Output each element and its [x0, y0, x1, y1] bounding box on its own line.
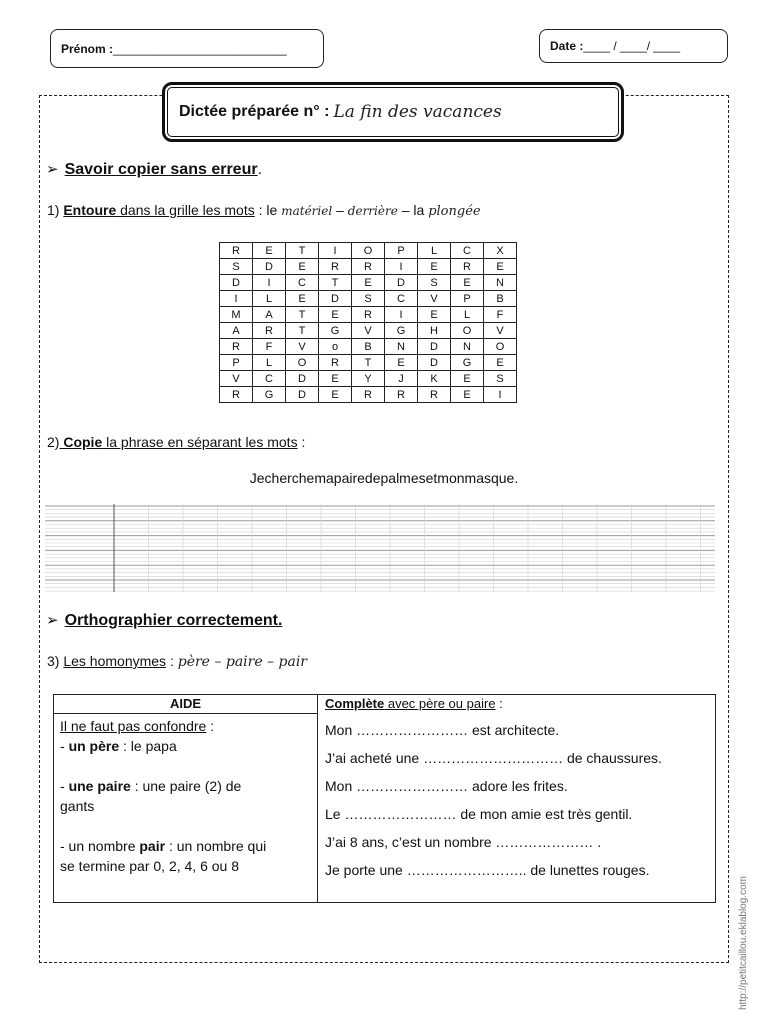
question-2	[47, 434, 305, 450]
grid-cell[interactable]: L	[253, 291, 286, 307]
grid-cell[interactable]: V	[352, 323, 385, 339]
title-script: La fin des vacances	[333, 102, 502, 122]
watermark-text: http://petitcaillou.eklablog.com	[738, 876, 749, 1010]
aide-un-pere: un père	[68, 738, 120, 754]
grid-cell[interactable]: A	[220, 323, 253, 339]
writing-lines[interactable]	[45, 504, 715, 594]
prenom-label: Prénom :	[61, 41, 114, 56]
grid-cell[interactable]: N	[484, 275, 517, 291]
grid-cell[interactable]: S	[352, 291, 385, 307]
grid-cell[interactable]: I	[385, 307, 418, 323]
complete-head-colon: :	[495, 696, 503, 711]
q2-colon: :	[297, 434, 306, 450]
grid-cell[interactable]: L	[253, 355, 286, 371]
grid-row	[220, 275, 517, 291]
complete-sentences	[318, 714, 715, 890]
section-1-heading	[46, 160, 262, 179]
date-label: Date :	[550, 39, 584, 53]
grid-cell[interactable]: E	[319, 371, 352, 387]
grid-cell[interactable]: I	[220, 291, 253, 307]
section-2-heading	[46, 611, 282, 630]
q3-homonyms: père – paire – pair	[177, 654, 308, 670]
grid-cell[interactable]: D	[418, 355, 451, 371]
arrow-icon: ➢	[46, 161, 59, 178]
sentence-to-copy: Jecherchemapairedepalmesetmonmasque.	[249, 470, 519, 486]
aide-l4-def: : un nombre qui	[165, 838, 267, 854]
grid-cell[interactable]: C	[253, 371, 286, 387]
grid-cell[interactable]: R	[352, 307, 385, 323]
grid-cell[interactable]: I	[484, 387, 517, 403]
date-blank: ____ / ____/ ____	[583, 39, 681, 53]
grid-cell[interactable]: E	[253, 243, 286, 259]
grid-cell[interactable]: C	[286, 275, 319, 291]
complete-column	[318, 695, 715, 902]
grid-row	[220, 339, 517, 355]
aide-l2-dash: -	[60, 738, 69, 754]
grid-cell[interactable]: E	[418, 259, 451, 275]
grid-cell[interactable]: O	[352, 243, 385, 259]
grid-cell[interactable]: D	[385, 275, 418, 291]
complete-sentence-4[interactable]: Le …………………… de mon amie est très gentil.	[325, 806, 633, 822]
grid-row	[220, 323, 517, 339]
grid-row	[220, 243, 517, 259]
grid-cell[interactable]: T	[319, 275, 352, 291]
aide-content	[54, 714, 317, 878]
grid-cell[interactable]: D	[286, 387, 319, 403]
grid-cell[interactable]: G	[253, 387, 286, 403]
aide-line-2	[60, 736, 311, 756]
grid-cell[interactable]: R	[352, 387, 385, 403]
grid-cell[interactable]: D	[220, 275, 253, 291]
aide-l2-def: : le papa	[119, 738, 177, 754]
grid-cell[interactable]: E	[286, 259, 319, 275]
arrow-icon: ➢	[46, 612, 59, 629]
q3-colon: :	[166, 653, 178, 669]
complete-sentence-6[interactable]: Je porte une …………………….. de lunettes rouges.	[325, 862, 650, 878]
grid-cell[interactable]: S	[484, 371, 517, 387]
q3-label: Les homonymes	[63, 653, 167, 669]
grid-cell[interactable]: O	[484, 339, 517, 355]
section-1-period: .	[257, 161, 263, 178]
grid-cell[interactable]: J	[385, 371, 418, 387]
q1-verb: Entoure	[63, 202, 117, 218]
grid-cell[interactable]: H	[418, 323, 451, 339]
grid-cell[interactable]: O	[286, 355, 319, 371]
q1-dash-2: –	[397, 202, 414, 218]
grid-cell[interactable]: R	[220, 339, 253, 355]
grid-cell[interactable]: V	[220, 371, 253, 387]
grid-cell[interactable]: E	[352, 275, 385, 291]
grid-cell[interactable]: F	[253, 339, 286, 355]
grid-cell[interactable]: S	[418, 275, 451, 291]
q1-number: 1)	[47, 202, 64, 218]
aide-line-4	[60, 836, 311, 856]
complete-sentence-1[interactable]: Mon …………………… est architecte.	[325, 722, 560, 738]
title-box	[162, 82, 624, 142]
word-search-grid	[219, 242, 517, 403]
q1-article-3: la	[413, 202, 429, 218]
grid-cell[interactable]: R	[253, 323, 286, 339]
grid-cell[interactable]: T	[286, 307, 319, 323]
grid-cell[interactable]: E	[451, 371, 484, 387]
complete-sentence-2[interactable]: J’ai acheté une ………………………… de chaussures.	[325, 750, 662, 766]
grid-cell[interactable]: C	[385, 291, 418, 307]
grid-cell[interactable]: V	[418, 291, 451, 307]
q2-number: 2)	[47, 434, 60, 450]
aide-l4-start: - un nombre	[60, 838, 140, 854]
grid-cell[interactable]: R	[451, 259, 484, 275]
grid-cell[interactable]: F	[484, 307, 517, 323]
grid-cell[interactable]: D	[253, 259, 286, 275]
grid-cell[interactable]: I	[385, 259, 418, 275]
aide-line-3b: gants	[60, 798, 95, 814]
complete-head-rest: avec père ou paire	[384, 696, 496, 711]
grid-cell[interactable]: C	[451, 243, 484, 259]
grid-cell[interactable]: E	[319, 307, 352, 323]
aide-header: AIDE	[54, 695, 317, 714]
q1-dash-1: –	[332, 202, 348, 218]
q2-instruction: la phrase en séparant les mots	[102, 434, 298, 450]
date-field[interactable]	[539, 29, 728, 63]
grid-cell[interactable]: O	[451, 323, 484, 339]
grid-row	[220, 291, 517, 307]
q1-word-plongee: plongée	[428, 204, 481, 219]
grid-cell[interactable]: T	[286, 323, 319, 339]
prenom-field[interactable]	[50, 29, 324, 68]
complete-sentence-3[interactable]: Mon …………………… adore les frites.	[325, 778, 568, 794]
grid-cell[interactable]: G	[385, 323, 418, 339]
grid-cell[interactable]: G	[319, 323, 352, 339]
q3-number: 3)	[47, 653, 64, 669]
aide-table	[53, 694, 716, 903]
watermark	[738, 850, 760, 1010]
grid-cell[interactable]: E	[484, 259, 517, 275]
grid-row	[220, 355, 517, 371]
grid-cell[interactable]: R	[352, 259, 385, 275]
grid-cell[interactable]: D	[418, 339, 451, 355]
complete-header	[318, 695, 715, 714]
grid-row	[220, 371, 517, 387]
aide-l3-dash: -	[60, 778, 69, 794]
grid-cell[interactable]: G	[451, 355, 484, 371]
q1-article-1: le	[266, 202, 282, 218]
grid-row	[220, 307, 517, 323]
aide-l1: Il ne faut pas confondre	[60, 718, 207, 734]
aide-line-1	[60, 716, 311, 736]
grid-cell[interactable]: I	[253, 275, 286, 291]
grid-cell[interactable]: L	[451, 307, 484, 323]
grid-cell[interactable]: M	[220, 307, 253, 323]
q2-verb: Copie	[59, 434, 103, 450]
q1-word-derriere: derrière	[347, 204, 398, 218]
grid-cell[interactable]: D	[319, 291, 352, 307]
grid-cell[interactable]: E	[418, 307, 451, 323]
grid-cell[interactable]: E	[319, 387, 352, 403]
grid-cell[interactable]: B	[352, 339, 385, 355]
grid-cell[interactable]: E	[451, 387, 484, 403]
grid-cell[interactable]: I	[319, 243, 352, 259]
grid-cell[interactable]: R	[220, 387, 253, 403]
aide-column	[54, 695, 318, 902]
grid-cell[interactable]: P	[451, 291, 484, 307]
grid-cell[interactable]: Y	[352, 371, 385, 387]
section-1-title: Savoir copier sans erreur	[64, 161, 258, 178]
q1-word-materiel: matériel	[281, 204, 333, 218]
grid-cell[interactable]: E	[451, 275, 484, 291]
section-2-title: Orthographier correctement.	[64, 612, 283, 629]
page-title: Dictée préparée n° :	[179, 103, 330, 120]
grid-cell[interactable]: K	[418, 371, 451, 387]
grid-cell[interactable]: V	[286, 339, 319, 355]
aide-pair: pair	[139, 838, 166, 854]
question-1	[47, 202, 481, 219]
grid-cell[interactable]: S	[220, 259, 253, 275]
question-3	[47, 653, 307, 670]
q1-colon: :	[254, 202, 267, 218]
aide-une-paire: une paire	[68, 778, 131, 794]
grid-cell[interactable]: R	[385, 387, 418, 403]
grid-cell[interactable]: L	[418, 243, 451, 259]
aide-line-3	[60, 776, 311, 796]
grid-cell[interactable]: R	[220, 243, 253, 259]
prenom-blank: __________________________	[113, 41, 287, 56]
aide-l1-colon: :	[206, 718, 215, 734]
q1-instruction: dans la grille les mots	[116, 202, 255, 218]
grid-cell[interactable]: E	[484, 355, 517, 371]
grid-cell[interactable]: R	[319, 355, 352, 371]
grid-cell[interactable]: R	[319, 259, 352, 275]
grid-cell[interactable]: o	[319, 339, 352, 355]
grid-cell[interactable]: N	[385, 339, 418, 355]
grid-row	[220, 259, 517, 275]
grid-cell[interactable]: T	[286, 243, 319, 259]
aide-line-4b: se termine par 0, 2, 4, 6 ou 8	[60, 858, 239, 874]
grid-cell[interactable]: P	[220, 355, 253, 371]
grid-cell[interactable]: E	[385, 355, 418, 371]
grid-cell[interactable]: V	[484, 323, 517, 339]
grid-cell[interactable]: E	[286, 291, 319, 307]
grid-cell[interactable]: B	[484, 291, 517, 307]
grid-cell[interactable]: P	[385, 243, 418, 259]
grid-cell[interactable]: A	[253, 307, 286, 323]
complete-sentence-5[interactable]: J’ai 8 ans, c’est un nombre ………………… .	[325, 834, 602, 850]
complete-head-bold: Complète	[325, 696, 385, 711]
grid-row	[220, 387, 517, 403]
grid-cell[interactable]: R	[418, 387, 451, 403]
aide-l3-def: : une paire (2) de	[130, 778, 242, 794]
grid-cell[interactable]: N	[451, 339, 484, 355]
grid-cell[interactable]: T	[352, 355, 385, 371]
grid-cell[interactable]: X	[484, 243, 517, 259]
grid-cell[interactable]: D	[286, 371, 319, 387]
